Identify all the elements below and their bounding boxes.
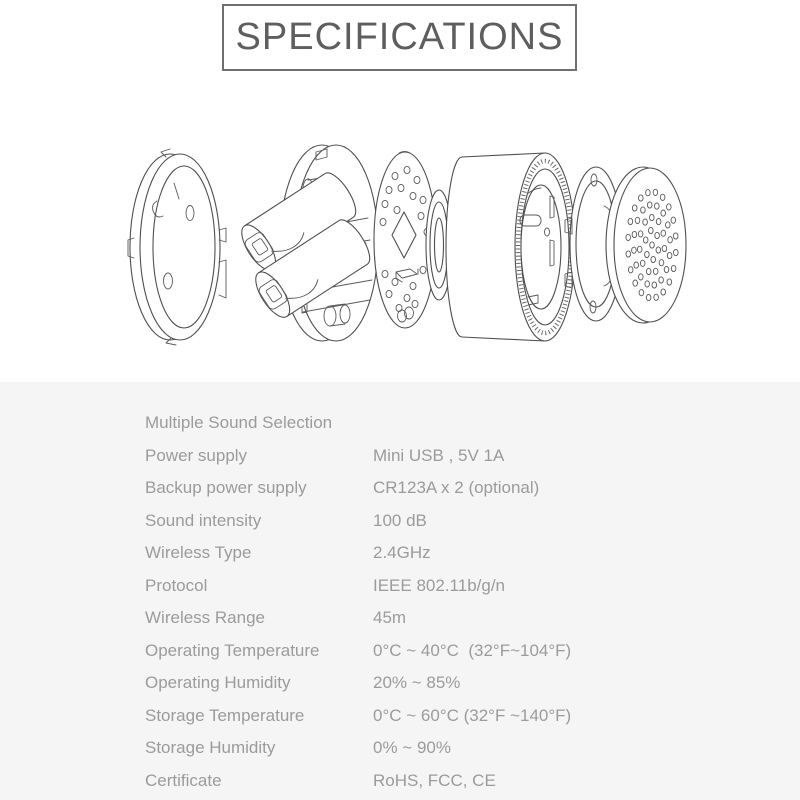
- spec-label: Protocol: [145, 575, 208, 595]
- spec-row: [145, 667, 800, 700]
- spec-table: [0, 382, 800, 800]
- spec-label: Sound intensity: [145, 510, 262, 530]
- part-speaker-grille: [606, 167, 686, 323]
- spec-label: Operating Temperature: [145, 640, 320, 660]
- spec-value: 2.4GHz: [373, 543, 431, 563]
- spec-row: [145, 472, 800, 505]
- spec-value: CR123A x 2 (optional): [373, 478, 540, 498]
- spec-value: 0°C ~ 40°C (32°F~104°F): [373, 640, 572, 660]
- spec-value: 45m: [373, 608, 407, 628]
- exploded-view-diagram: [0, 130, 800, 390]
- spec-value: Mini USB , 5V 1A: [373, 445, 505, 465]
- spec-label: Storage Temperature: [145, 705, 305, 725]
- spec-label: Operating Humidity: [145, 673, 291, 693]
- spec-label: Power supply: [145, 445, 248, 465]
- spec-label: Storage Humidity: [145, 738, 276, 758]
- spec-row: [145, 765, 800, 798]
- spec-label: Certificate: [145, 770, 222, 790]
- spec-value: IEEE 802.11b/g/n: [373, 575, 506, 595]
- spec-label: Backup power supply: [145, 478, 307, 498]
- spec-label: Multiple Sound Selection: [145, 413, 333, 433]
- spec-row: [145, 537, 800, 570]
- spec-row: [145, 602, 800, 635]
- spec-value: 100 dB: [373, 510, 427, 530]
- spec-label: Wireless Type: [145, 543, 252, 563]
- spec-value: 20% ~ 85%: [373, 673, 461, 693]
- specifications-title-box: [222, 4, 577, 71]
- spec-value: 0% ~ 90%: [373, 738, 451, 758]
- spec-value: 0°C ~ 60°C (32°F ~140°F): [373, 705, 572, 725]
- spec-row: [145, 440, 800, 473]
- spec-row: [145, 635, 800, 668]
- spec-row: [145, 700, 800, 733]
- spec-row: [145, 407, 800, 440]
- spec-row: [145, 732, 800, 765]
- spec-label: Wireless Range: [145, 608, 265, 628]
- spec-row: [145, 505, 800, 538]
- part-back-cover: [128, 149, 226, 345]
- spec-row: [145, 570, 800, 603]
- page-title: SPECIFICATIONS: [235, 16, 564, 58]
- part-main-body: [446, 153, 575, 341]
- spec-value: RoHS, FCC, CE: [373, 770, 496, 790]
